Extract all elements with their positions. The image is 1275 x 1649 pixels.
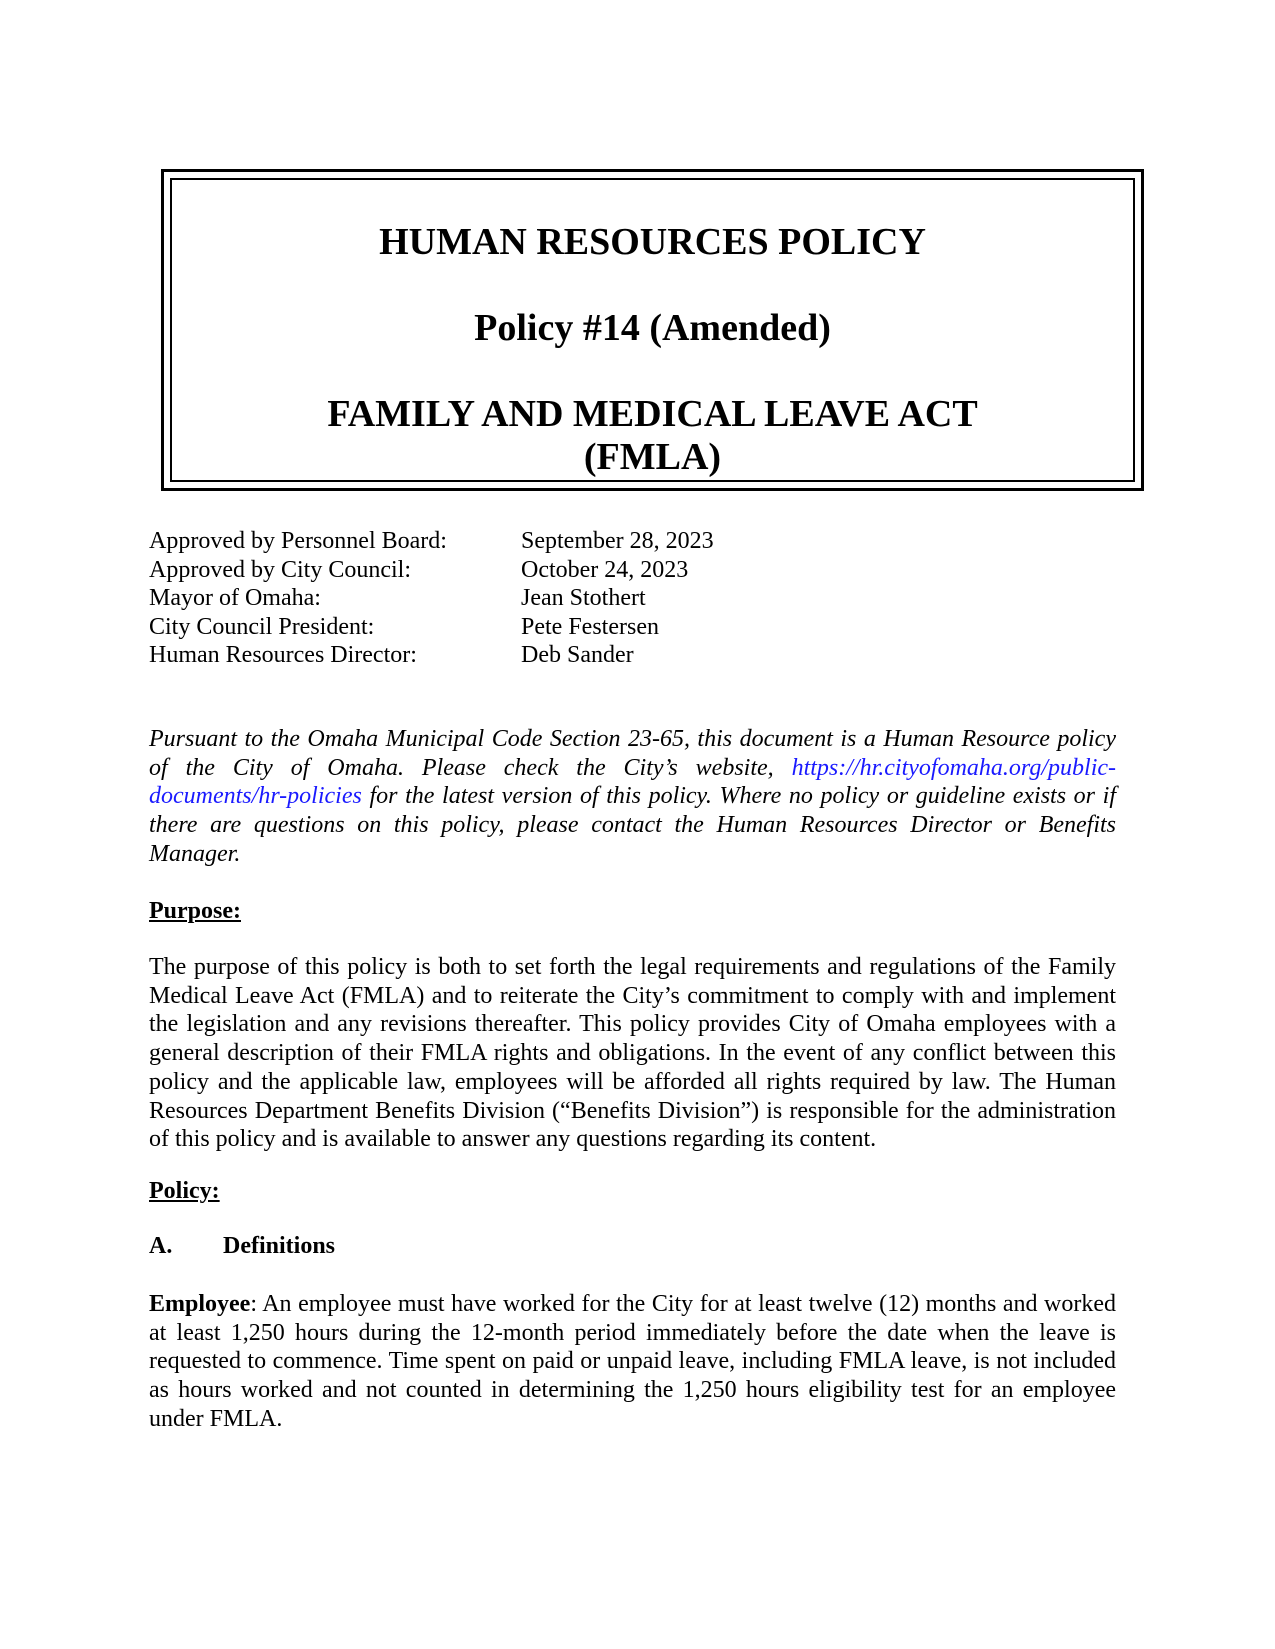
approval-label: Approved by Personnel Board: [149, 528, 447, 554]
purpose-heading: Purpose: [149, 898, 241, 924]
approval-value: Pete Festersen [521, 613, 659, 640]
approval-row [149, 613, 714, 642]
intro-text-before-link: Pursuant to the Omaha Municipal Code Section 23-65, this document is a Human Resource policy of the City of Omaha. Please check the City’s website, [149, 726, 1116, 781]
approval-label: City Council President: [149, 613, 375, 640]
title-box-inner-border [170, 178, 1135, 482]
intro-paragraph [149, 725, 1116, 869]
purpose-paragraph: The purpose of this policy is both to set forth the legal requirements and regulations of the Family Medical Leave Act (FMLA) and to reiterate the City’s commitment to comply with and implement the legislation and any revisions thereafter. This policy provides City of Omaha employees with a general description of their FMLA rights and obligations. In the event of any conflict between this policy and the applicable law, employees will be afforded all rights required by law. The Human Resources Department Benefits Division (“Benefits Division”) is responsible for the administration of this policy and is available to answer any questions regarding its content. [149, 954, 1116, 1153]
employee-term: Employee [149, 1291, 251, 1317]
approval-row [149, 641, 714, 670]
approval-value: September 28, 2023 [521, 528, 714, 554]
policy-heading: Policy: [149, 1178, 220, 1204]
policy-title: FAMILY AND MEDICAL LEAVE ACT [327, 393, 978, 435]
approval-label: Human Resources Director: [149, 642, 417, 668]
document-title: HUMAN RESOURCES POLICY [379, 221, 926, 263]
approvals-block [149, 527, 714, 670]
approval-value: Jean Stothert [521, 585, 646, 611]
hr-policies-link[interactable]: https://hr.cityofomaha.org/public-documents/hr-policies [149, 754, 1116, 810]
approval-label: Mayor of Omaha: [149, 585, 321, 611]
approval-row [149, 527, 714, 556]
approval-label: Approved by City Council: [149, 556, 411, 583]
policy-number: Policy #14 (Amended) [474, 307, 831, 349]
section-a-title: Definitions [223, 1233, 336, 1259]
employee-definition-text: : An employee must have worked for the City for at least twelve (12) months and worked at least 1,250 hours during the 12-month period immediately before the date when the leave is requested to commence. Time spent on paid or unpaid leave, including FMLA leave, is not included as hours worked and not counted in determining the 1,250 hours eligibility test for an employee under FMLA. [149, 1291, 1116, 1432]
intro-text-after-link: for the latest version of this policy. Where no policy or guideline exists or if there are questions on this policy, please contact the Human Resources Director or Benefits Manager. [149, 783, 1116, 867]
approval-value: Deb Sander [521, 642, 634, 668]
approval-value: October 24, 2023 [521, 556, 689, 583]
section-a-heading [149, 1232, 335, 1260]
approval-row [149, 584, 714, 613]
employee-definition-paragraph [149, 1290, 1116, 1434]
title-box [161, 169, 1144, 491]
section-a-number: A. [149, 1233, 173, 1259]
approval-row [149, 556, 714, 585]
policy-title-abbreviation: (FMLA) [583, 436, 722, 478]
